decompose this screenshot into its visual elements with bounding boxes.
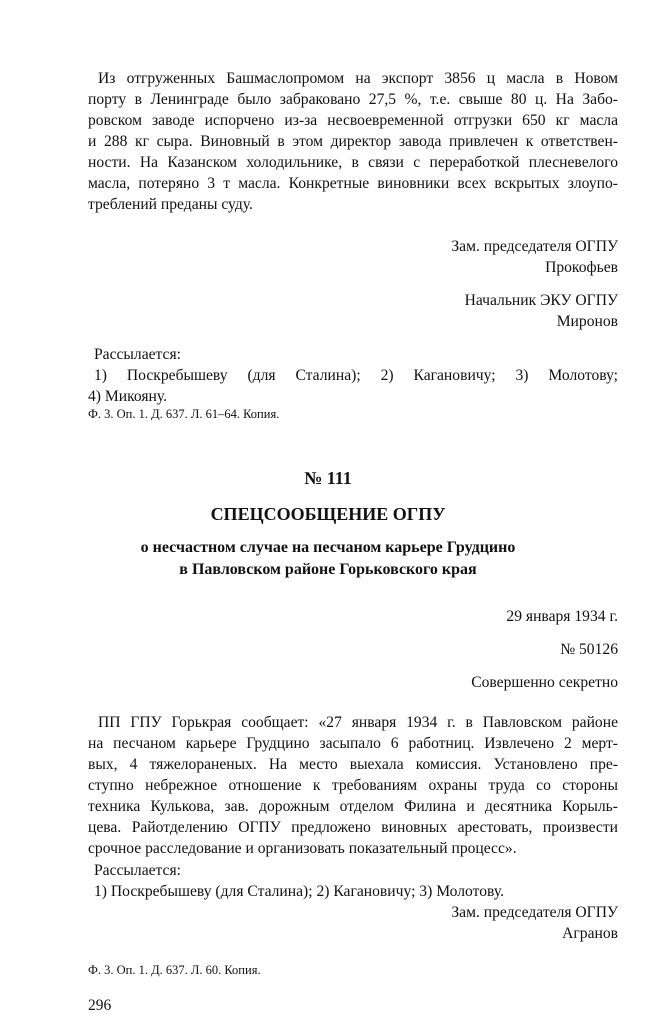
body-line-7: срочное расследование и организовать показательный процесс». (88, 840, 517, 857)
document-subtitle (0, 537, 656, 581)
section1-line-1: Из отгруженных Башмаслопромом на экспорт 3856 ц масла в Новом (98, 70, 618, 87)
section1-line-2: порту в Ленинграде было забраковано 27,5 %, т.е. свыше 80 ц. На Забо- (88, 91, 618, 108)
archive-reference-2: Ф. 3. Оп. 1. Д. 637. Л. 60. Копия. (88, 963, 261, 977)
section1-line-3: ровском заводе испорчено из-за несвоевременной отгрузки 650 кг масла (88, 112, 618, 129)
distribution-label: Рассылается: (94, 862, 181, 879)
document-reg-number (88, 639, 618, 660)
document-title: СПЕЦСООБЩЕНИЕ ОГПУ (210, 504, 446, 524)
section1-line-6: масла, потеряно 3 т масла. Конкретные виновники всех вскрытых злоупо- (88, 175, 618, 192)
signature-title: Зам. председателя ОГПУ (451, 238, 618, 255)
section1-line-5: ности. На Казанском холодильнике, в связи с переработкой плесневелого (88, 154, 618, 171)
distribution-block-1 (88, 344, 618, 407)
body-line-6: цева. Райотделению ОГПУ предложено виновных арестовать, произвести (88, 819, 618, 836)
distribution-label: Рассылается: (94, 346, 181, 363)
distribution-line: 1) Поскребышеву (для Сталина); 2) Кагановичу; 3) Молотову; (94, 367, 618, 384)
subtitle-line-1: о несчастном случае на песчаном карьере Грудцино (140, 539, 516, 556)
signature-title: Начальник ЭКУ ОГПУ (464, 292, 618, 309)
signature-name: Миронов (556, 313, 618, 330)
distribution-block-2 (88, 860, 618, 902)
body-line-3: вых, 4 тяжелораненых. На место выехала комиссия. Установлено пре- (88, 756, 618, 773)
archive-reference-1: Ф. 3. Оп. 1. Д. 637. Л. 61–64. Копия. (88, 407, 280, 421)
secrecy-text: Совершенно секретно (471, 674, 618, 691)
body-line-4: ступно небрежное отношение к требованиям охраны труда со стороны (88, 777, 618, 794)
signature-prokofiev (88, 236, 618, 278)
document-body (88, 712, 618, 859)
section1-line-7: треблений преданы суду. (88, 196, 253, 213)
body-line-1: ПП ГПУ Горькрая сообщает: «27 января 1934 г. в Павловском районе (98, 714, 618, 731)
document-date (88, 606, 618, 627)
signature-mironov (88, 290, 618, 332)
page-number: 296 (88, 997, 112, 1014)
distribution-line: 1) Поскребышеву (для Сталина); 2) Кагановичу; 3) Молотову. (94, 883, 505, 900)
distribution-line: 4) Микояну. (88, 388, 168, 405)
reg-number-text: № 50126 (560, 641, 618, 658)
secrecy-mark (88, 672, 618, 693)
subtitle-line-2: в Павловском районе Горьковского края (179, 561, 477, 578)
body-line-2: на песчаном карьере Грудцино засыпало 6 работниц. Извлечено 2 мерт- (88, 735, 618, 752)
signature-name: Прокофьев (545, 259, 618, 276)
signature-agranov (88, 902, 618, 944)
document-number: № 111 (304, 468, 352, 488)
section1-line-4: и 288 кг сыра. Виновный в этом директор завода привлечен к ответствен- (88, 133, 618, 150)
signature-title: Зам. председателя ОГПУ (451, 904, 618, 921)
body-line-5: техника Кулькова, зав. дорожным отделом Филина и десятника Корыль- (88, 798, 618, 815)
signature-name: Агранов (562, 925, 618, 942)
section1-paragraph (88, 68, 618, 215)
date-text: 29 января 1934 г. (506, 608, 618, 625)
